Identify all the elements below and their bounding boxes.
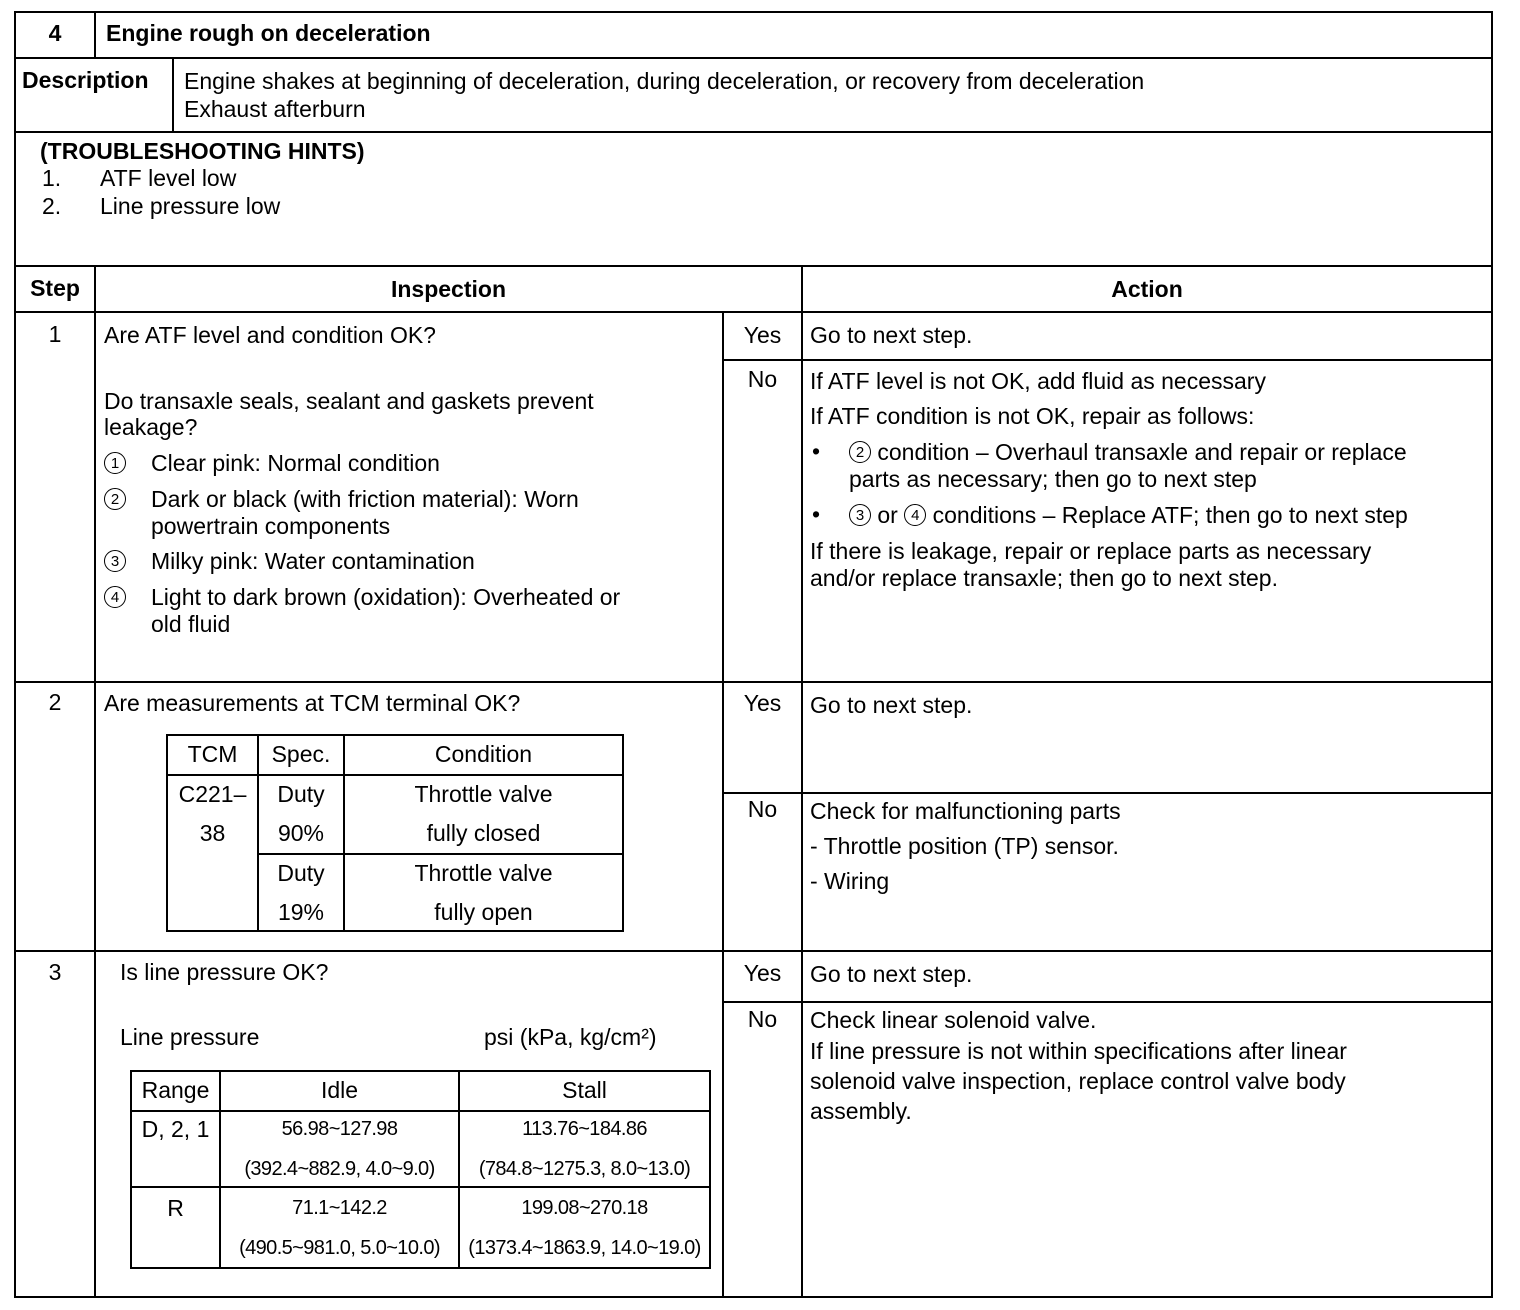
no-action-line: If ATF level is not OK, add fluid as necessary bbox=[810, 368, 1266, 394]
hint-number: 2. bbox=[42, 193, 62, 219]
condition-text: Clear pink: Normal condition bbox=[151, 450, 440, 476]
rule-yes-no-3 bbox=[722, 1001, 1493, 1003]
tcm-table-header: TCM bbox=[187, 741, 238, 767]
yes-label: Yes bbox=[743, 960, 782, 986]
column-header-action: Action bbox=[1111, 276, 1183, 302]
step-number: 2 bbox=[48, 689, 62, 715]
pressure-stall: (1373.4~1863.9, 14.0~19.0) bbox=[468, 1237, 701, 1259]
tcm-spec: Duty bbox=[277, 860, 325, 886]
pressure-table-header: Stall bbox=[562, 1077, 607, 1103]
no-action-line: - Throttle position (TP) sensor. bbox=[810, 833, 1119, 859]
pressure-idle: 71.1~142.2 bbox=[292, 1197, 387, 1219]
no-action-bullet: 3 or 4 conditions – Replace ATF; then go to next step bbox=[849, 502, 1408, 529]
step-sub-question: leakage? bbox=[104, 414, 198, 440]
hint-number: 1. bbox=[42, 165, 62, 191]
border-top bbox=[14, 11, 1493, 13]
pressure-range: R bbox=[167, 1195, 184, 1221]
hint-text: ATF level low bbox=[100, 165, 237, 191]
pressure-range: D, 2, 1 bbox=[141, 1116, 210, 1142]
rule-yes-no-1 bbox=[722, 359, 1493, 361]
pressure-stall: 113.76~184.86 bbox=[522, 1118, 647, 1140]
tcm-table-header: Spec. bbox=[271, 741, 331, 767]
yes-action: Go to next step. bbox=[810, 961, 973, 987]
no-action-line: solenoid valve inspection, replace control valve body bbox=[810, 1068, 1346, 1094]
issue-number: 4 bbox=[48, 20, 62, 46]
no-action-line: If there is leakage, repair or replace parts as necessary bbox=[810, 538, 1372, 564]
rule-hints bbox=[14, 265, 1493, 267]
condition-text: Milky pink: Water contamination bbox=[151, 548, 475, 574]
no-action-bullet: 2 condition – Overhaul transaxle and repair or replace bbox=[849, 439, 1407, 466]
description-line: Engine shakes at beginning of deceleration, during deceleration, or recovery from deceleration bbox=[184, 68, 1145, 94]
condition-text: Dark or black (with friction material): Worn bbox=[151, 486, 579, 512]
no-action-line: Check linear solenoid valve. bbox=[810, 1007, 1097, 1033]
pressure-table-rule bbox=[130, 1110, 711, 1112]
condition-text: old fluid bbox=[151, 611, 231, 637]
pressure-table-header: Idle bbox=[320, 1077, 359, 1103]
tcm-table-rule bbox=[257, 853, 624, 855]
tcm-condition: fully closed bbox=[426, 820, 541, 846]
tcm-condition: fully open bbox=[434, 899, 533, 925]
description-line: Exhaust afterburn bbox=[184, 96, 366, 122]
step-question: Is line pressure OK? bbox=[120, 959, 329, 985]
border-left bbox=[14, 11, 16, 1298]
no-action-line: and/or replace transaxle; then go to next step. bbox=[810, 565, 1278, 591]
pressure-idle: (490.5~981.0, 5.0~10.0) bbox=[239, 1237, 440, 1259]
bullet-icon: • bbox=[812, 501, 821, 527]
tcm-spec: 19% bbox=[277, 899, 325, 925]
rule-header-number bbox=[94, 11, 96, 57]
pressure-table-rule bbox=[709, 1070, 711, 1269]
rule-step-col bbox=[94, 265, 96, 1296]
rule-step-2 bbox=[14, 950, 1493, 952]
no-action-bullet-cont: parts as necessary; then go to next step bbox=[849, 466, 1257, 492]
pressure-stall: 199.08~270.18 bbox=[521, 1197, 648, 1219]
pressure-units: psi (kPa, kg/cm²) bbox=[484, 1024, 657, 1050]
tcm-spec: 90% bbox=[277, 820, 325, 846]
tcm-condition: Throttle valve bbox=[414, 781, 553, 807]
border-bottom bbox=[14, 1296, 1493, 1298]
column-header-inspection: Inspection bbox=[390, 276, 506, 302]
circled-number-icon: 4 bbox=[104, 584, 126, 611]
yes-action: Go to next step. bbox=[810, 322, 973, 348]
rule-action-col bbox=[801, 265, 803, 1296]
no-label: No bbox=[747, 1006, 778, 1032]
tcm-condition: Throttle valve bbox=[414, 860, 553, 886]
bullet-icon: • bbox=[812, 438, 821, 464]
pressure-table-rule bbox=[130, 1070, 711, 1072]
condition-text: Light to dark brown (oxidation): Overheated or bbox=[151, 584, 621, 610]
hint-text: Line pressure low bbox=[100, 193, 281, 219]
pressure-table-rule bbox=[130, 1186, 711, 1188]
no-label: No bbox=[747, 796, 778, 822]
pressure-table-rule bbox=[130, 1267, 711, 1269]
no-label: No bbox=[747, 366, 778, 392]
description-label: Description bbox=[22, 67, 149, 93]
circled-number-icon: 1 bbox=[104, 450, 126, 477]
rule-step-1 bbox=[14, 681, 1493, 683]
rule-description bbox=[14, 131, 1493, 133]
no-action-line: If line pressure is not within specifications after linear bbox=[810, 1038, 1347, 1064]
step-number: 1 bbox=[48, 321, 62, 347]
tcm-spec: Duty bbox=[277, 781, 325, 807]
rule-description-label bbox=[172, 57, 174, 131]
tcm-terminal: C221– bbox=[178, 781, 247, 807]
yes-label: Yes bbox=[743, 322, 782, 348]
step-question: Are measurements at TCM terminal OK? bbox=[104, 690, 521, 716]
tcm-table-header: Condition bbox=[434, 741, 533, 767]
pressure-table-header: Range bbox=[141, 1077, 210, 1103]
yes-action: Go to next step. bbox=[810, 692, 973, 718]
hints-title: (TROUBLESHOOTING HINTS) bbox=[40, 138, 365, 164]
circled-number-icon: 2 bbox=[104, 486, 126, 513]
pressure-label: Line pressure bbox=[120, 1024, 260, 1050]
rule-header bbox=[14, 57, 1493, 59]
condition-text: powertrain components bbox=[151, 513, 391, 539]
no-action-line: - Wiring bbox=[810, 868, 890, 894]
step-number: 3 bbox=[48, 959, 62, 985]
issue-title: Engine rough on deceleration bbox=[106, 20, 431, 46]
no-action-line: assembly. bbox=[810, 1098, 912, 1124]
tcm-table-rule bbox=[622, 734, 624, 932]
step-question: Are ATF level and condition OK? bbox=[104, 322, 436, 348]
tcm-terminal: 38 bbox=[199, 820, 226, 846]
yes-label: Yes bbox=[743, 690, 782, 716]
rule-column-headers bbox=[14, 311, 1493, 313]
pressure-idle: (392.4~882.9, 4.0~9.0) bbox=[244, 1158, 435, 1180]
border-right bbox=[1491, 11, 1493, 1298]
tcm-table-rule bbox=[166, 734, 624, 736]
no-action-line: If ATF condition is not OK, repair as follows: bbox=[810, 403, 1255, 429]
rule-yes-no-2 bbox=[722, 792, 1493, 794]
tcm-table-rule bbox=[166, 930, 624, 932]
pressure-idle: 56.98~127.98 bbox=[281, 1118, 398, 1140]
tcm-table-rule bbox=[166, 774, 624, 776]
circled-number-icon: 3 bbox=[104, 548, 126, 575]
no-action-line: Check for malfunctioning parts bbox=[810, 798, 1121, 824]
step-sub-question: Do transaxle seals, sealant and gaskets prevent bbox=[104, 388, 594, 414]
pressure-stall: (784.8~1275.3, 8.0~13.0) bbox=[478, 1158, 691, 1180]
column-header-step: Step bbox=[30, 275, 80, 301]
